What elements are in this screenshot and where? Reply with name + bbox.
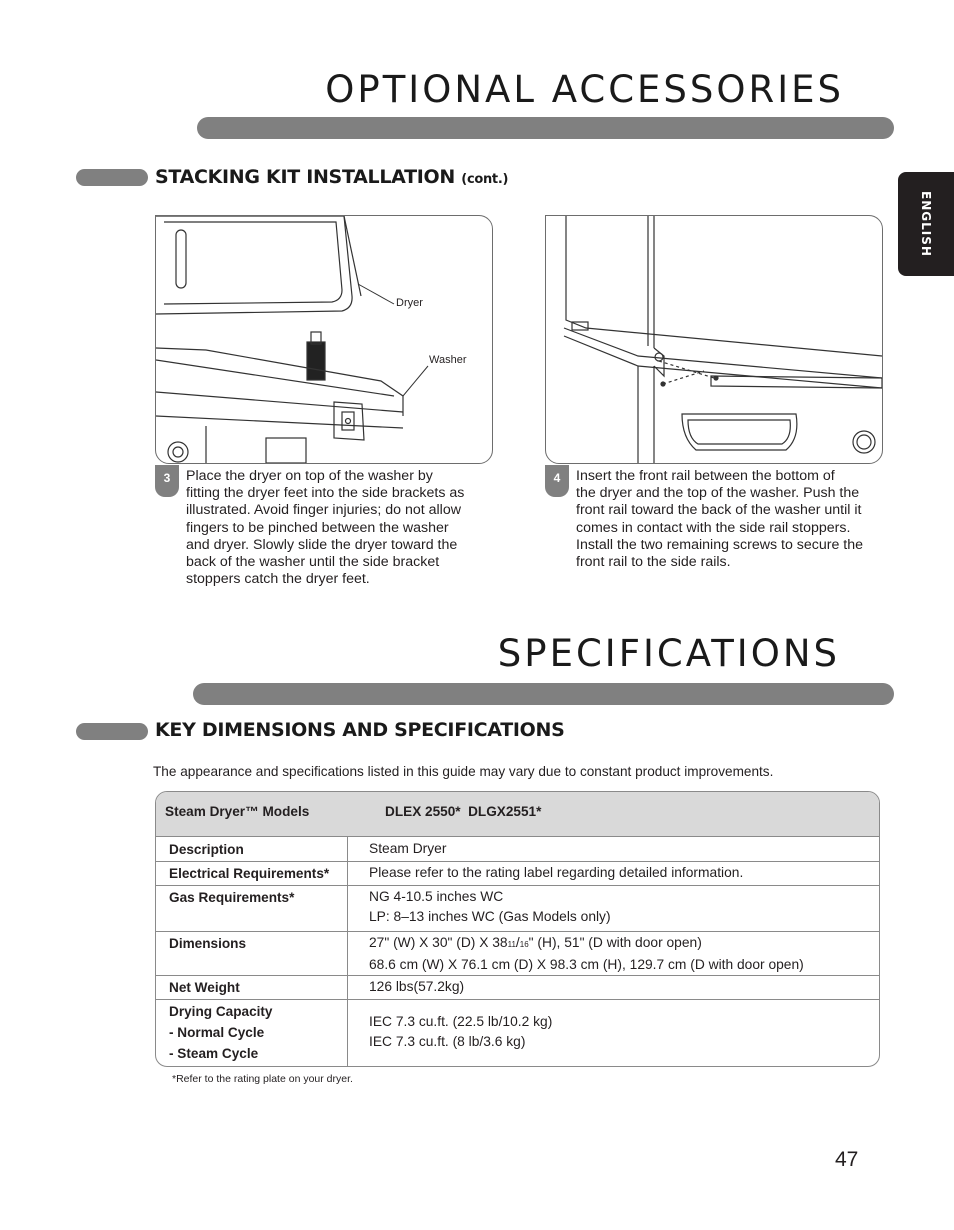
step-3-line: stoppers catch the dryer feet. <box>186 571 370 588</box>
stacking-section-pill <box>76 169 148 186</box>
step-4-illustration <box>545 215 883 464</box>
stacking-section-heading <box>155 166 508 188</box>
step-4-line: Install the two remaining screws to secure the <box>576 536 864 553</box>
table-row <box>156 932 879 976</box>
table-row <box>156 1000 879 1067</box>
dryer-on-washer-drawing <box>156 216 492 463</box>
optional-accessories-title: OPTIONAL ACCESSORIES <box>325 68 844 111</box>
step-4-line: Insert the front rail between the bottom of <box>576 468 835 484</box>
step-4-line: comes in contact with the side rail stoppers. <box>576 519 851 536</box>
row-label: Gas Requirements* <box>156 886 348 931</box>
step-3-line: and dryer. Slowly slide the dryer toward the <box>186 536 458 553</box>
specifications-title: SPECIFICATIONS <box>497 632 840 675</box>
front-rail-drawing <box>546 216 882 463</box>
step-3-badge: 3 <box>155 465 179 497</box>
step-3-line: fitting the dryer feet into the side brackets as <box>186 485 465 502</box>
step-4-line: front rail to the side rails. <box>576 554 731 571</box>
table-row <box>156 976 879 1000</box>
table-row <box>156 886 879 932</box>
step-3-illustration <box>155 215 493 464</box>
row-label: Electrical Requirements* <box>156 862 348 885</box>
dimensions-imperial: 27" (W) X 30" (D) X 3811/16" (H), 51" (D with door open) <box>369 935 702 950</box>
step-4-badge: 4 <box>545 465 569 497</box>
table-header-row <box>156 792 879 837</box>
step-3-line: illustrated. Avoid finger injuries; do not allow <box>186 502 461 519</box>
table-row <box>156 837 879 862</box>
row-value: Please refer to the rating label regarding detailed information. <box>369 865 744 880</box>
key-dimensions-section-pill <box>76 723 148 740</box>
optional-accessories-title-bar <box>197 117 894 139</box>
specifications-intro: The appearance and specifications listed in this guide may vary due to constant product improvements. <box>153 764 774 779</box>
language-tab-label: ENGLISH <box>919 191 933 257</box>
table-row <box>156 862 879 886</box>
row-value: IEC 7.3 cu.ft. (22.5 lb/10.2 kg) IEC 7.3 cu.ft. (8 lb/3.6 kg) <box>369 1014 553 1049</box>
step-3-line: fingers to be pinched between the washer <box>186 519 449 536</box>
row-value: Steam Dryer <box>369 841 447 856</box>
row-label: Drying Capacity - Normal Cycle - Steam Cycle <box>156 1000 348 1067</box>
row-value: NG 4-10.5 inches WC LP: 8–13 inches WC (Gas Models only) <box>369 889 611 924</box>
step-4-line: front rail toward the back of the washer until it <box>576 502 862 519</box>
page-number: 47 <box>835 1148 859 1171</box>
stacking-heading-text: STACKING KIT INSTALLATION <box>155 166 455 188</box>
step-3-text <box>186 468 496 588</box>
row-value: 27" (W) X 30" (D) X 3811/16" (H), 51" (D with door open) 68.6 cm (W) X 76.1 cm (D) X 98.3 cm (H), 129.7 cm (D with door open) <box>348 932 879 975</box>
row-label: Dimensions <box>156 932 348 975</box>
row-label: Net Weight <box>156 976 348 999</box>
dryer-callout: Dryer <box>396 297 423 309</box>
table-footnote: *Refer to the rating plate on your dryer. <box>172 1073 353 1085</box>
table-header-models: DLEX 2550* DLGX2551* <box>385 804 542 819</box>
washer-callout: Washer <box>429 354 467 366</box>
step-3-line: back of the washer until the side bracket <box>186 554 440 571</box>
row-label: Description <box>156 837 348 861</box>
step-4-text <box>576 468 894 571</box>
step-4-line: the dryer and the top of the washer. Push the <box>576 485 860 502</box>
specifications-title-bar <box>193 683 894 705</box>
row-value: 126 lbs(57.2kg) <box>369 979 465 994</box>
step-3-line: Place the dryer on top of the washer by <box>186 468 433 484</box>
specifications-table <box>155 791 880 1067</box>
table-header-label: Steam Dryer™ Models <box>165 804 310 819</box>
key-dimensions-heading: KEY DIMENSIONS AND SPECIFICATIONS <box>155 719 565 741</box>
stacking-heading-suffix: (cont.) <box>461 172 509 187</box>
language-tab <box>898 172 954 276</box>
